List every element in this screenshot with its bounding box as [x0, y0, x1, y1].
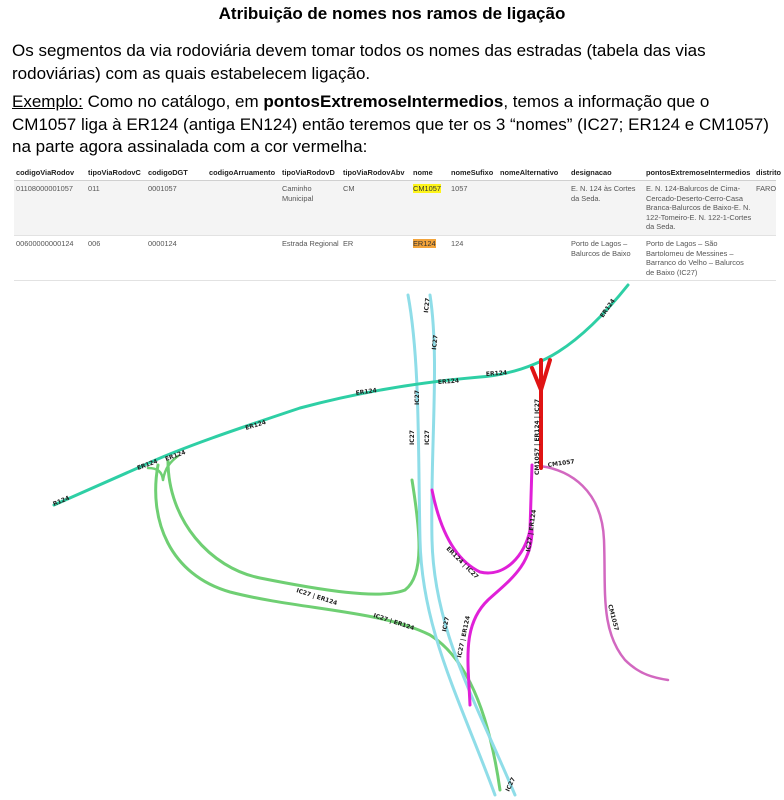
highlighted-name: ER124: [413, 238, 436, 248]
label-ic27: IC27: [504, 776, 518, 793]
cell: E. N. 124 às Cortes da Seda.: [569, 181, 644, 236]
cell: 0001057: [146, 181, 207, 236]
cell: 006: [86, 235, 146, 280]
example-text-a: Como no catálogo, em: [82, 92, 264, 111]
cell: Porto de Lagos – São Bartolomeu de Messines – Barranco do Velho – Balurcos de Baixo (IC27): [644, 235, 754, 280]
cell: 01108000001057: [14, 181, 86, 236]
label-ic27: IC27: [424, 430, 431, 445]
col-header: nome: [411, 167, 449, 181]
col-header: codigoViaRodov: [14, 167, 86, 181]
label-r124: R124: [52, 494, 71, 508]
example-label: Exemplo:: [12, 92, 83, 111]
example-text-b: , temos a informação que o CM1057 liga à ER124 (antiga EN124) então teremos que ter os 3 “nomes” (IC27; ER124 e CM1057) na parte agora assinalada com a cor vermelha:: [12, 92, 769, 156]
col-header: nomeSufixo: [449, 167, 498, 181]
label-er124: ER124: [244, 419, 267, 432]
label-ic27-er124: IC27 | ER124: [525, 509, 538, 553]
highlighted-name: CM1057: [413, 184, 441, 193]
label-er124: ER124: [164, 449, 187, 463]
label-ic27-er124: IC27 | ER124: [295, 587, 339, 608]
label-er124: ER124: [485, 369, 508, 378]
cell: Caminho Municipal: [280, 181, 341, 236]
cell: CM: [341, 181, 411, 236]
field-name: pontosExtremoseIntermedios: [263, 92, 504, 111]
label-ic27: IC27: [431, 334, 440, 351]
cell: ER: [341, 235, 411, 280]
label-er124: ER124: [437, 377, 460, 386]
label-er124: ER124: [355, 387, 378, 397]
cm1057-road: [540, 466, 668, 680]
intro-paragraph: Os segmentos da via rodoviária devem tomar todos os nomes das estradas (tabela das vias rodoviárias) com as quais estabelecem ligação.: [12, 41, 706, 83]
col-header: nomeAlternativo: [498, 167, 569, 181]
col-header: codigoArruamento: [207, 167, 280, 181]
col-header: codigoDGT: [146, 167, 207, 181]
label-er124: ER124: [136, 458, 159, 472]
label-ic27: IC27: [441, 616, 452, 633]
cell: FARO: [754, 181, 776, 236]
cell: E. N. 124-Balurcos de Cima-Cercado-Deserto-Cerro-Casa Branca-Balurcos de Baixo-E. N. 122-Tomeiro-E. N. 122-1-Cortes da Seda.: [644, 181, 754, 236]
cell: 00600000000124: [14, 235, 86, 280]
col-header: pontosExtremoseIntermedios: [644, 167, 754, 181]
col-header: tipoViaRodovAbv: [341, 167, 411, 181]
label-ic27-er124: IC27 | ER124: [456, 615, 472, 659]
label-cm1057-er124-ic27: CM1057 | ER124 | IC27: [534, 398, 541, 475]
cell: Estrada Regional: [280, 235, 341, 280]
ramp-magenta-north: [432, 465, 532, 573]
label-er124: ER124: [598, 297, 617, 320]
label-ic27: IC27: [423, 297, 432, 314]
label-ic27-er124: IC27 | ER124: [372, 612, 416, 633]
cell: 011: [86, 181, 146, 236]
col-header: tipoViaRodovC: [86, 167, 146, 181]
label-er124-ic27: ER124 | IC27: [444, 545, 480, 581]
col-header: tipoViaRodovD: [280, 167, 341, 181]
cell: 0000124: [146, 235, 207, 280]
col-header: distrito: [754, 167, 776, 181]
col-header: designacao: [569, 167, 644, 181]
label-cm1057: CM1057: [547, 458, 576, 469]
ramp-green-inner: [168, 461, 419, 594]
label-cm1057: CM1057: [606, 603, 620, 632]
label-ic27: IC27: [409, 430, 416, 445]
cell: Porto de Lagos – Balurcos de Baixo: [569, 235, 644, 280]
label-ic27: IC27: [414, 390, 421, 405]
ramp-magenta-south: [468, 530, 532, 705]
page-title: Atribuição de nomes nos ramos de ligação: [218, 4, 566, 23]
cell: 1057: [449, 181, 498, 236]
cell: 124: [449, 235, 498, 280]
